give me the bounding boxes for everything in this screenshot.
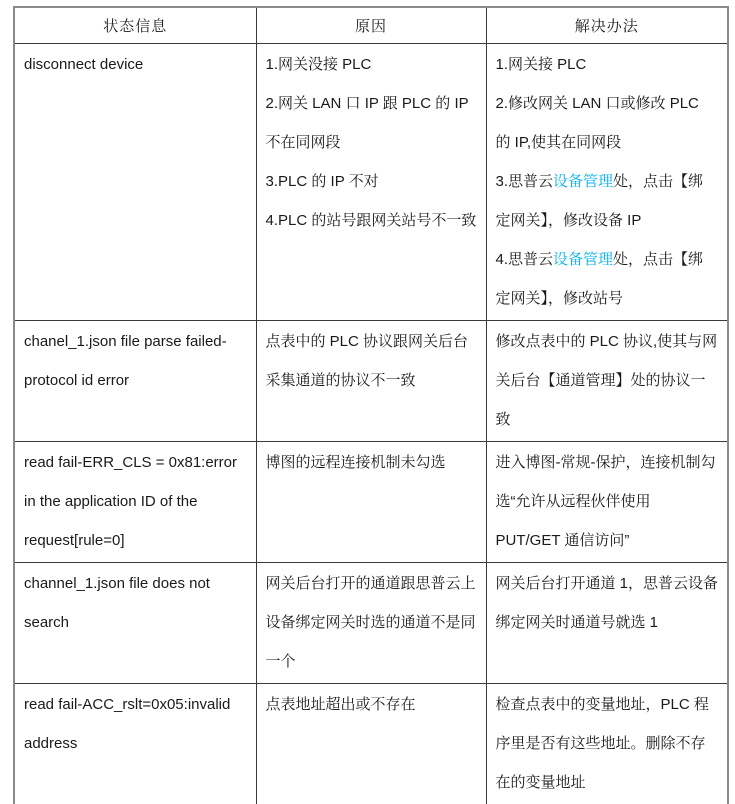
header-row <box>14 7 728 43</box>
cell-paragraph <box>266 443 477 482</box>
text-run: 3.PLC 的 IP 不对 <box>265 172 379 190</box>
table-body <box>14 43 728 804</box>
text-run: 1.网关接 PLC <box>495 55 587 73</box>
text-run: 处，点击【绑定网关】，修改站号 <box>495 250 704 307</box>
status-cell <box>14 320 256 441</box>
text-run: 2.修改网关 LAN 口或修改 PLC 的 IP,使其在同网段 <box>495 94 699 151</box>
cell-paragraph <box>496 84 719 162</box>
cell-paragraph <box>496 685 719 802</box>
text-run: 点表地址超出或不存在 <box>265 695 416 713</box>
cell-paragraph <box>496 45 719 84</box>
text-run: channel_1.json file does not search <box>24 574 210 631</box>
cell-paragraph <box>266 162 477 201</box>
table-row <box>14 43 728 320</box>
table-row <box>14 683 728 804</box>
text-run: 博图的远程连接机制未勾选 <box>265 453 446 471</box>
cell-paragraph <box>24 443 247 560</box>
cell-paragraph <box>24 564 247 642</box>
cause-cell <box>256 683 486 804</box>
cell-paragraph <box>266 685 477 724</box>
table-row <box>14 441 728 562</box>
solution-cell <box>486 441 728 562</box>
solution-cell <box>486 562 728 683</box>
status-cell <box>14 683 256 804</box>
text-run: 网关后台打开的通道跟思普云上设备绑定网关时选的通道不是同一个 <box>265 574 476 670</box>
column-header-status: 状态信息 <box>14 7 256 43</box>
text-run: 点表中的 PLC 协议跟网关后台采集通道的协议不一致 <box>265 332 469 389</box>
status-cell <box>14 441 256 562</box>
troubleshooting-table <box>13 6 729 804</box>
cell-paragraph <box>266 45 477 84</box>
cause-cell <box>256 562 486 683</box>
solution-cell <box>486 43 728 320</box>
cell-paragraph <box>24 322 247 400</box>
text-run: disconnect device <box>24 55 144 73</box>
cell-paragraph <box>266 84 477 162</box>
text-run: 进入博图-常规-保护，连接机制勾选“允许从远程伙伴使用 PUT/GET 通信访问” <box>495 453 716 549</box>
column-header-solution: 解决办法 <box>486 7 728 43</box>
cell-paragraph <box>24 45 247 84</box>
text-run: 网关后台打开通道 1，思普云设备绑定网关时通道号就选 1 <box>495 574 719 631</box>
text-run: 4.思普云 <box>495 250 554 268</box>
cell-paragraph <box>496 564 719 642</box>
text-run: 检查点表中的变量地址，PLC 程序里是否有这些地址。删除不存在的变量地址 <box>495 695 709 791</box>
device-management-highlight: 设备管理 <box>553 172 614 190</box>
device-management-highlight: 设备管理 <box>553 250 614 268</box>
cell-paragraph <box>266 564 477 681</box>
text-run: 2.网关 LAN 口 IP 跟 PLC 的 IP 不在同网段 <box>265 94 469 151</box>
status-cell <box>14 562 256 683</box>
text-run: 处，点击【绑定网关】，修改设备 IP <box>495 172 704 229</box>
cell-paragraph <box>496 322 719 439</box>
text-run: read fail-ERR_CLS = 0x81:error in the application ID of the request[rule=0] <box>24 453 238 549</box>
cause-cell <box>256 320 486 441</box>
cell-paragraph <box>24 685 247 763</box>
column-header-cause: 原因 <box>256 7 486 43</box>
table-row <box>14 562 728 683</box>
text-run: 1.网关没接 PLC <box>265 55 372 73</box>
text-run: read fail-ACC_rslt=0x05:invalid address <box>24 695 231 752</box>
cell-paragraph <box>496 240 719 318</box>
table-row <box>14 320 728 441</box>
text-run: 4.PLC 的站号跟网关站号不一致 <box>265 211 477 229</box>
text-run: chanel_1.json file parse failed-protocol id error <box>24 332 227 389</box>
text-run: 修改点表中的 PLC 协议,使其与网关后台【通道管理】处的协议一致 <box>495 332 718 428</box>
solution-cell <box>486 683 728 804</box>
cell-paragraph <box>266 322 477 400</box>
cause-cell <box>256 441 486 562</box>
cell-paragraph <box>496 443 719 560</box>
cause-cell <box>256 43 486 320</box>
status-cell <box>14 43 256 320</box>
text-run: 3.思普云 <box>495 172 554 190</box>
cell-paragraph <box>496 162 719 240</box>
solution-cell <box>486 320 728 441</box>
cell-paragraph <box>266 201 477 240</box>
